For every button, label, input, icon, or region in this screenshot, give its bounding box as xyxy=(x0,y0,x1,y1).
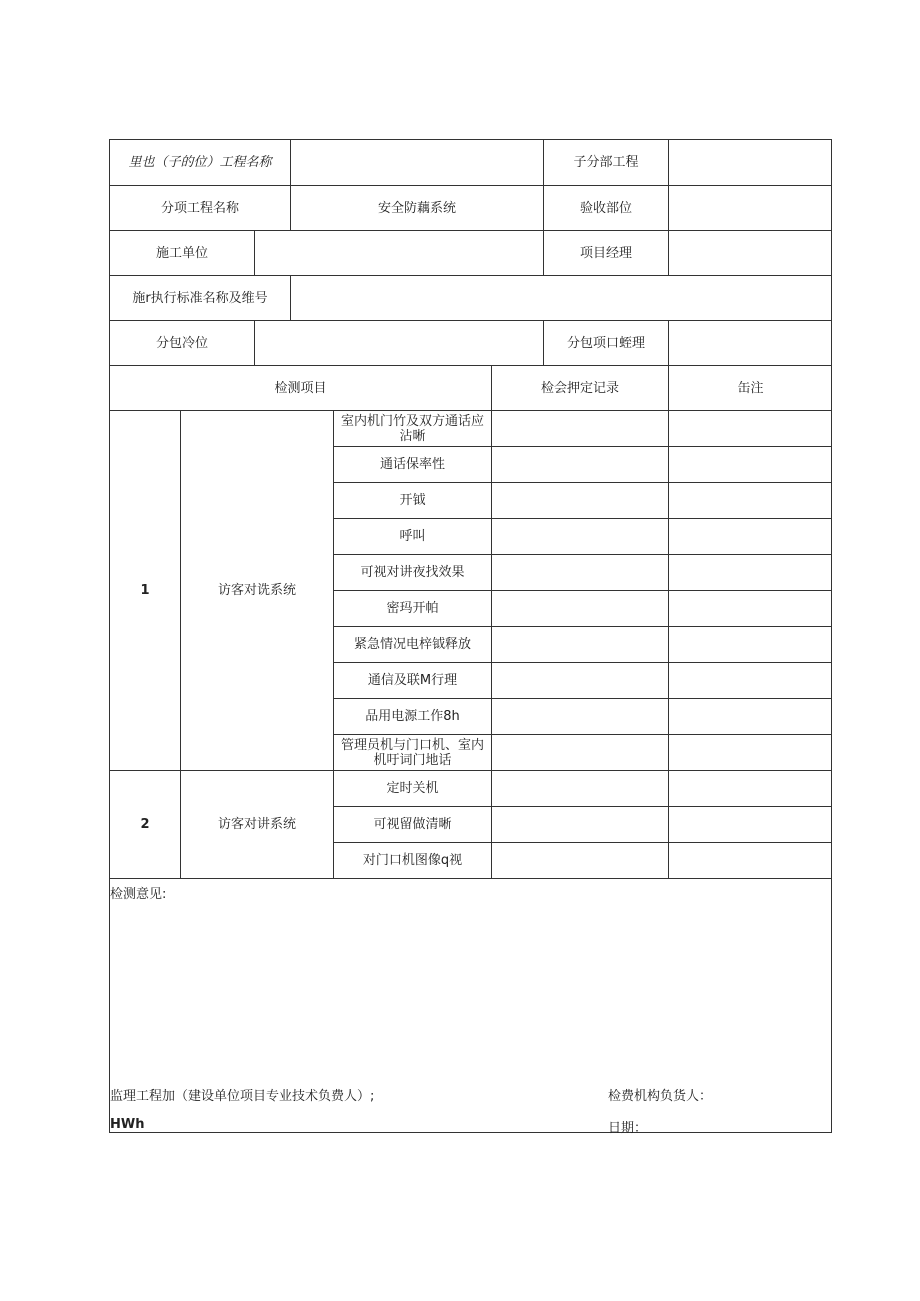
subcontract-manager-label: 分包项口蛭理 xyxy=(544,321,669,366)
sub-project-label: 子分部工程 xyxy=(544,140,669,186)
inspection-item: 可视留做清晰 xyxy=(334,807,492,843)
date-label: 日期： xyxy=(608,1121,648,1136)
record-cell[interactable] xyxy=(492,447,669,483)
inspector-label: 检费机构负货人： xyxy=(608,1089,713,1104)
inspection-item: 呼叫 xyxy=(334,519,492,555)
inspection-item: 密玛开帕 xyxy=(334,591,492,627)
remarks-header: 缶注 xyxy=(669,366,832,411)
group-index: 1 xyxy=(110,411,181,771)
standard-label: 施r执行标准名称及维号 xyxy=(110,276,291,321)
construction-unit-label: 施工单位 xyxy=(110,231,255,276)
inspection-item: 对门口机图像q视 xyxy=(334,843,492,879)
item-project-value: 安全防藕系统 xyxy=(291,186,544,231)
project-manager-value[interactable] xyxy=(669,231,832,276)
record-cell[interactable] xyxy=(492,627,669,663)
inspection-item: 可视对讲夜找效果 xyxy=(334,555,492,591)
acceptance-part-value[interactable] xyxy=(669,186,832,231)
inspection-item: 定时关机 xyxy=(334,771,492,807)
remarks-cell[interactable] xyxy=(669,843,832,879)
standard-value[interactable] xyxy=(291,276,832,321)
remarks-cell[interactable] xyxy=(669,519,832,555)
inspection-item: 管理员机与门口机、室内 机吁词门地话 xyxy=(334,735,492,771)
record-cell[interactable] xyxy=(492,555,669,591)
record-cell[interactable] xyxy=(492,807,669,843)
remarks-cell[interactable] xyxy=(669,483,832,519)
record-cell[interactable] xyxy=(492,771,669,807)
inspection-item: 紧急情况电梓钺释放 xyxy=(334,627,492,663)
subcontract-unit-value[interactable] xyxy=(255,321,544,366)
acceptance-form xyxy=(109,139,832,1136)
remarks-cell[interactable] xyxy=(669,447,832,483)
acceptance-part-label: 验收部位 xyxy=(544,186,669,231)
inspection-items-header: 检测项目 xyxy=(110,366,492,411)
supervisor-label: 监理工程加（建设单位项目专业技术负费人）; xyxy=(110,1089,375,1104)
remarks-cell[interactable] xyxy=(669,627,832,663)
item-project-label: 分项工程名称 xyxy=(110,186,291,231)
remarks-cell[interactable] xyxy=(669,735,832,771)
subcontract-unit-label: 分包冷位 xyxy=(110,321,255,366)
record-cell[interactable] xyxy=(492,591,669,627)
remarks-cell[interactable] xyxy=(669,771,832,807)
remarks-cell[interactable] xyxy=(669,699,832,735)
remarks-cell[interactable] xyxy=(669,807,832,843)
remarks-cell[interactable] xyxy=(669,663,832,699)
remarks-cell[interactable] xyxy=(669,411,832,447)
sub-project-value[interactable] xyxy=(669,140,832,186)
record-cell[interactable] xyxy=(492,483,669,519)
project-name-value[interactable] xyxy=(291,140,544,186)
inspection-item: 开钺 xyxy=(334,483,492,519)
group-system: 访客对诜系统 xyxy=(181,411,334,771)
project-name-label: 里也（子的位）工程名称 xyxy=(110,140,291,186)
group-system: 访客对讲系统 xyxy=(181,771,334,879)
remarks-cell[interactable] xyxy=(669,591,832,627)
record-header: 检会押定记录 xyxy=(492,366,669,411)
construction-unit-value[interactable] xyxy=(255,231,544,276)
inspection-item: 通信及联M行理 xyxy=(334,663,492,699)
group-index: 2 xyxy=(110,771,181,879)
record-cell[interactable] xyxy=(492,663,669,699)
record-cell[interactable] xyxy=(492,699,669,735)
subcontract-manager-value[interactable] xyxy=(669,321,832,366)
opinion-label: 检测意见: xyxy=(110,887,167,902)
remarks-cell[interactable] xyxy=(669,555,832,591)
inspection-item: 室内机门竹及双方通话应 沾晰 xyxy=(334,411,492,447)
project-manager-label: 项目经理 xyxy=(544,231,669,276)
record-cell[interactable] xyxy=(492,411,669,447)
record-cell[interactable] xyxy=(492,843,669,879)
record-cell[interactable] xyxy=(492,735,669,771)
inspection-item: 通话保率性 xyxy=(334,447,492,483)
record-cell[interactable] xyxy=(492,519,669,555)
inspection-item: 品用电源工作8h xyxy=(334,699,492,735)
signature-text: HWh xyxy=(110,1117,145,1132)
